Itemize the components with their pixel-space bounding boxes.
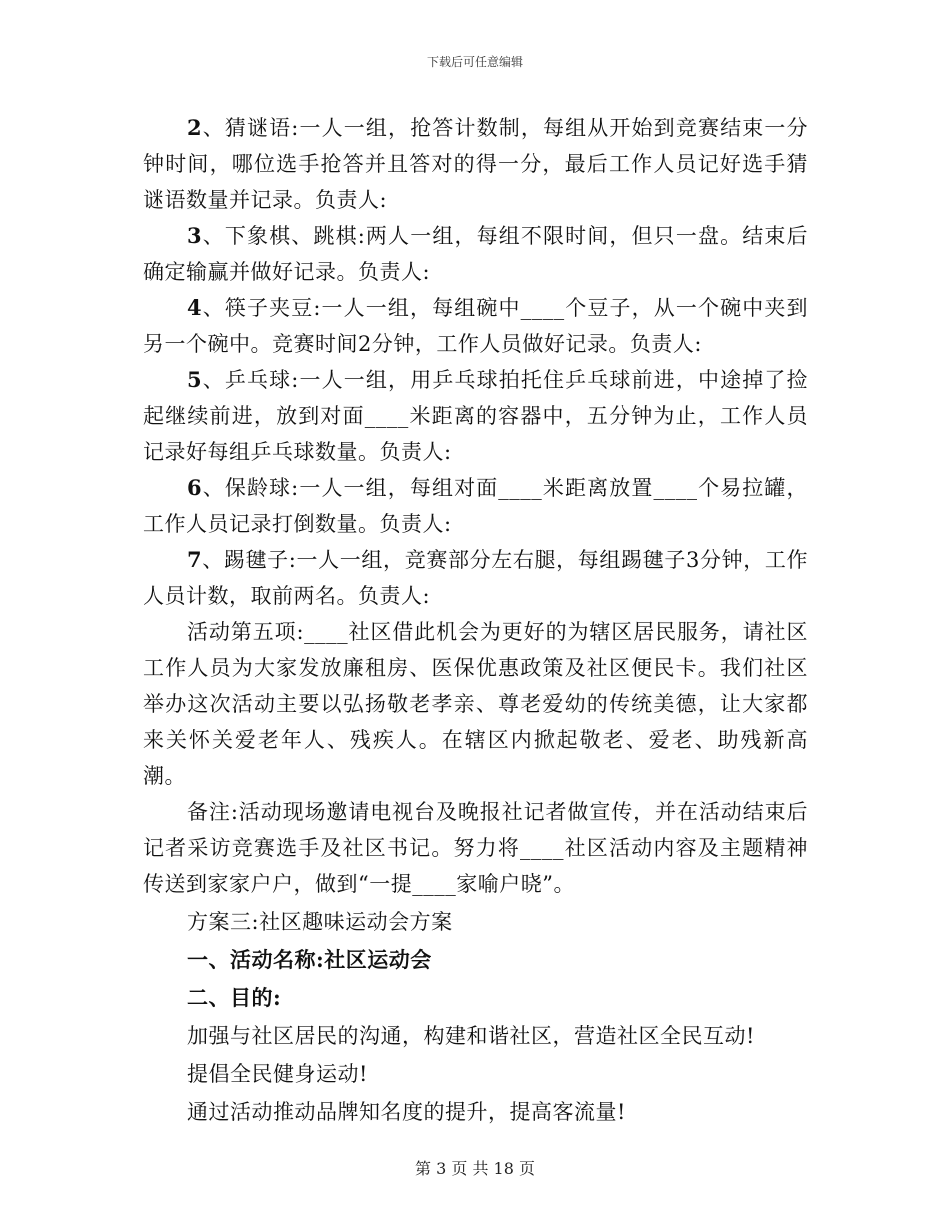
item-number: 2 [187, 115, 203, 140]
item-text: 、踢毽子:一人一组，竞赛部分左右腿，每组踢毽子3分钟，工作人员计数，取前两名。负责人: [143, 548, 808, 608]
section-two-heading: 二、目的: [187, 985, 282, 1010]
document-body [143, 110, 808, 1130]
item-text: 、下象棋、跳棋:两人一组，每组不限时间，但只一盘。结束后确定输赢并做好记录。负责人: [143, 224, 808, 284]
item-text: 、筷子夹豆:一人一组，每组碗中____个豆子，从一个碗中夹到另一个碗中。竞赛时间2分钟，工作人员做好记录。负责人: [143, 296, 808, 356]
plan-three-heading: 方案三:社区趣味运动会方案 [187, 910, 453, 934]
item-text: 、保龄球:一人一组，每组对面____米距离放置____个易拉罐，工作人员记录打倒数量。负责人: [143, 476, 808, 536]
activity-five-paragraph: 活动第五项:____社区借此机会为更好的为辖区居民服务，请社区工作人员为大家发放廉租房、医保优惠政策及社区便民卡。我们社区举办这次活动主要以弘扬敬老孝亲、尊老爱幼的传统美德，让大家都来关怀关爱老年人、残疾人。在辖区内掀起敬老、爱老、助残新高潮。 [143, 620, 808, 788]
item-number: 4 [187, 295, 203, 320]
item-number: 5 [187, 367, 203, 392]
page-footer: 第 3 页 共 18 页 [415, 1159, 535, 1178]
list-item-3 [143, 218, 808, 290]
item-number: 3 [187, 223, 203, 248]
item-text: 、猜谜语:一人一组，抢答计数制，每组从开始到竞赛结束一分钟时间，哪位选手抢答并且答对的得一分，最后工作人员记好选手猜谜语数量并记录。负责人: [143, 116, 808, 212]
item-number: 6 [187, 475, 203, 500]
item-number: 7 [187, 547, 203, 572]
section-one-heading: 一、活动名称:社区运动会 [187, 947, 432, 972]
remark-paragraph: 备注:活动现场邀请电视台及晚报社记者做宣传，并在活动结束后记者采访竞赛选手及社区书记。努力将____社区活动内容及主题精神传送到家家户户，做到“一提____家喻户晓”。 [143, 800, 808, 896]
list-item-2 [143, 110, 808, 218]
list-item-7 [143, 542, 808, 614]
goal-item: 加强与社区居民的沟通，构建和谐社区，营造社区全民互动! [187, 1024, 755, 1048]
page-header: 下载后可任意编辑 [426, 55, 523, 69]
list-item-5 [143, 362, 808, 470]
list-item-6 [143, 470, 808, 542]
item-text: 、乒乓球:一人一组，用乒乓球拍托住乒乓球前进，中途掉了捡起继续前进，放到对面____米距离的容器中，五分钟为止，工作人员记录好每组乒乓球数量。负责人: [143, 368, 808, 464]
list-item-4 [143, 290, 808, 362]
goal-item: 通过活动推动品牌知名度的提升，提高客流量! [187, 1100, 626, 1124]
goal-item: 提倡全民健身运动! [187, 1062, 368, 1086]
